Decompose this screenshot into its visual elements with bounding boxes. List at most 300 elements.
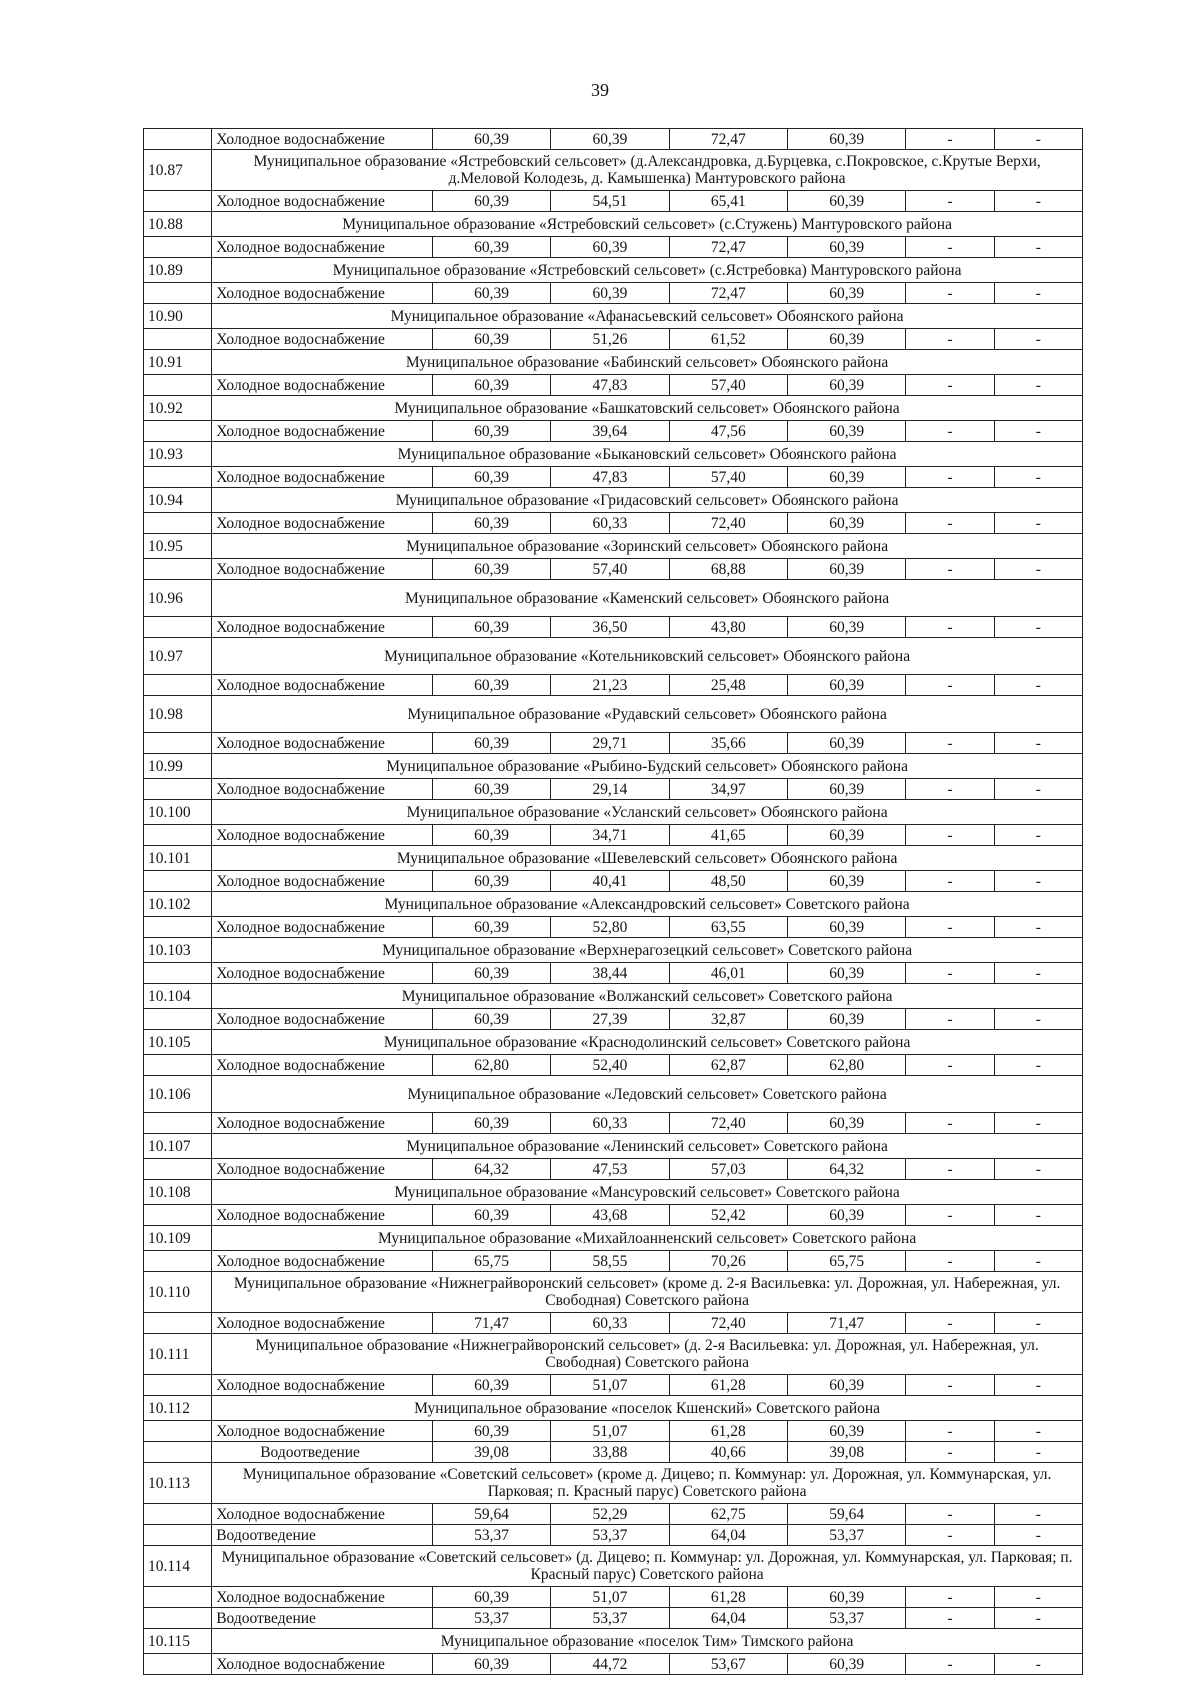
municipality-title: Муниципальное образование «Зоринский сельсовет» Обоянского района — [212, 534, 1083, 559]
empty-value-dash: - — [994, 1587, 1082, 1608]
tariff-value: 46,01 — [669, 963, 787, 984]
service-name: Холодное водоснабжение — [212, 1159, 433, 1180]
empty-value-dash: - — [906, 1113, 994, 1134]
tariff-value: 60,39 — [788, 1421, 906, 1442]
tariff-value: 61,28 — [669, 1375, 787, 1396]
tariff-value: 29,71 — [551, 733, 669, 754]
tariff-value: 60,39 — [788, 779, 906, 800]
tariff-value: 63,55 — [669, 917, 787, 938]
municipality-row — [144, 938, 1083, 963]
item-number: 10.112 — [144, 1396, 212, 1421]
municipality-row — [144, 754, 1083, 779]
municipality-row — [144, 1396, 1083, 1421]
tariff-value: 60,39 — [432, 329, 550, 350]
service-row — [144, 1442, 1083, 1463]
tariff-value: 53,37 — [551, 1608, 669, 1629]
empty-number-cell — [144, 421, 212, 442]
item-number: 10.95 — [144, 534, 212, 559]
tariff-value: 51,07 — [551, 1587, 669, 1608]
empty-number-cell — [144, 283, 212, 304]
tariff-value: 60,39 — [788, 1654, 906, 1675]
tariff-value: 52,29 — [551, 1504, 669, 1525]
tariff-value: 39,08 — [432, 1442, 550, 1463]
service-name: Холодное водоснабжение — [212, 1587, 433, 1608]
service-row — [144, 1113, 1083, 1134]
tariff-value: 34,97 — [669, 779, 787, 800]
tariff-value: 53,67 — [669, 1654, 787, 1675]
item-number: 10.100 — [144, 800, 212, 825]
tariff-value: 53,37 — [551, 1525, 669, 1546]
service-row — [144, 675, 1083, 696]
tariff-value: 65,41 — [669, 191, 787, 212]
municipality-title: Муниципальное образование «Советский сельсовет» (кроме д. Дицево; п. Коммунар: ул. Дорожная, ул. Коммунарская, ул. Парковая; п. Красный парус) Советского района — [212, 1463, 1083, 1504]
service-name: Холодное водоснабжение — [212, 1313, 433, 1334]
municipality-title: Муниципальное образование «Рудавский сельсовет» Обоянского района — [212, 696, 1083, 733]
service-row — [144, 963, 1083, 984]
tariff-value: 39,64 — [551, 421, 669, 442]
tariff-value: 60,39 — [788, 617, 906, 638]
empty-value-dash: - — [906, 1608, 994, 1629]
item-number: 10.96 — [144, 580, 212, 617]
item-number: 10.107 — [144, 1134, 212, 1159]
tariff-value: 57,03 — [669, 1159, 787, 1180]
service-name: Холодное водоснабжение — [212, 467, 433, 488]
tariff-value: 60,39 — [788, 963, 906, 984]
item-number: 10.92 — [144, 396, 212, 421]
empty-value-dash: - — [906, 779, 994, 800]
tariff-value: 53,37 — [432, 1608, 550, 1629]
empty-value-dash: - — [994, 1654, 1082, 1675]
tariff-value: 40,66 — [669, 1442, 787, 1463]
service-row — [144, 513, 1083, 534]
item-number: 10.108 — [144, 1180, 212, 1205]
tariff-value: 47,83 — [551, 375, 669, 396]
service-name: Холодное водоснабжение — [212, 329, 433, 350]
tariff-value: 53,37 — [788, 1525, 906, 1546]
tariff-value: 64,32 — [432, 1159, 550, 1180]
empty-value-dash: - — [994, 467, 1082, 488]
tariff-value: 34,71 — [551, 825, 669, 846]
municipality-row — [144, 442, 1083, 467]
empty-number-cell — [144, 1159, 212, 1180]
tariff-value: 60,39 — [788, 421, 906, 442]
tariff-value: 39,08 — [788, 1442, 906, 1463]
service-name: Холодное водоснабжение — [212, 733, 433, 754]
municipality-title: Муниципальное образование «Ленинский сельсовет» Советского района — [212, 1134, 1083, 1159]
tariff-value: 52,80 — [551, 917, 669, 938]
tariff-value: 68,88 — [669, 559, 787, 580]
tariff-value: 60,39 — [788, 191, 906, 212]
service-row — [144, 1313, 1083, 1334]
tariff-value: 62,87 — [669, 1055, 787, 1076]
tariff-value: 60,39 — [432, 1009, 550, 1030]
municipality-title: Муниципальное образование «Быкановский сельсовет» Обоянского района — [212, 442, 1083, 467]
tariff-value: 40,41 — [551, 871, 669, 892]
empty-number-cell — [144, 1313, 212, 1334]
service-name: Холодное водоснабжение — [212, 375, 433, 396]
item-number: 10.105 — [144, 1030, 212, 1055]
service-name: Холодное водоснабжение — [212, 1055, 433, 1076]
empty-value-dash: - — [906, 1055, 994, 1076]
municipality-row — [144, 396, 1083, 421]
tariff-value: 60,39 — [788, 1113, 906, 1134]
tariff-value: 60,39 — [788, 283, 906, 304]
tariff-value: 57,40 — [669, 467, 787, 488]
tariff-value: 60,39 — [432, 963, 550, 984]
service-row — [144, 329, 1083, 350]
municipality-title: Муниципальное образование «Верхнерагозецкий сельсовет» Советского района — [212, 938, 1083, 963]
item-number: 10.98 — [144, 696, 212, 733]
tariff-value: 62,80 — [432, 1055, 550, 1076]
empty-value-dash: - — [994, 917, 1082, 938]
empty-value-dash: - — [994, 1375, 1082, 1396]
tariff-value: 47,83 — [551, 467, 669, 488]
empty-number-cell — [144, 1205, 212, 1226]
empty-number-cell — [144, 871, 212, 892]
tariff-value: 60,39 — [432, 1421, 550, 1442]
empty-number-cell — [144, 1055, 212, 1076]
tariff-value: 62,75 — [669, 1504, 787, 1525]
empty-value-dash: - — [906, 825, 994, 846]
empty-value-dash: - — [994, 1504, 1082, 1525]
municipality-row — [144, 1546, 1083, 1587]
tariff-value: 60,39 — [432, 1205, 550, 1226]
service-row — [144, 559, 1083, 580]
service-name: Холодное водоснабжение — [212, 917, 433, 938]
empty-value-dash: - — [906, 237, 994, 258]
empty-value-dash: - — [994, 191, 1082, 212]
tariff-value: 60,39 — [788, 1009, 906, 1030]
empty-number-cell — [144, 1654, 212, 1675]
tariff-value: 60,39 — [432, 467, 550, 488]
service-row — [144, 1587, 1083, 1608]
tariff-value: 47,56 — [669, 421, 787, 442]
tariff-value: 36,50 — [551, 617, 669, 638]
tariff-value: 33,88 — [551, 1442, 669, 1463]
item-number: 10.87 — [144, 150, 212, 191]
empty-value-dash: - — [906, 1159, 994, 1180]
municipality-title: Муниципальное образование «Краснодолинский сельсовет» Советского района — [212, 1030, 1083, 1055]
empty-number-cell — [144, 1525, 212, 1546]
tariff-value: 41,65 — [669, 825, 787, 846]
tariff-value: 70,26 — [669, 1251, 787, 1272]
item-number: 10.111 — [144, 1334, 212, 1375]
service-name: Холодное водоснабжение — [212, 283, 433, 304]
municipality-row — [144, 1272, 1083, 1313]
service-name: Холодное водоснабжение — [212, 617, 433, 638]
empty-value-dash: - — [994, 1113, 1082, 1134]
empty-value-dash: - — [994, 513, 1082, 534]
empty-value-dash: - — [994, 1313, 1082, 1334]
tariff-value: 64,04 — [669, 1608, 787, 1629]
tariff-value: 60,39 — [432, 191, 550, 212]
tariff-value: 61,28 — [669, 1587, 787, 1608]
service-name: Холодное водоснабжение — [212, 191, 433, 212]
empty-number-cell — [144, 963, 212, 984]
empty-number-cell — [144, 1113, 212, 1134]
tariff-value: 60,39 — [432, 283, 550, 304]
item-number: 10.97 — [144, 638, 212, 675]
empty-value-dash: - — [994, 329, 1082, 350]
empty-value-dash: - — [906, 513, 994, 534]
empty-value-dash: - — [906, 917, 994, 938]
item-number: 10.109 — [144, 1226, 212, 1251]
tariff-value: 60,39 — [788, 467, 906, 488]
service-row — [144, 1251, 1083, 1272]
empty-value-dash: - — [906, 675, 994, 696]
tariff-value: 51,07 — [551, 1421, 669, 1442]
tariff-value: 60,39 — [788, 513, 906, 534]
item-number: 10.101 — [144, 846, 212, 871]
item-number: 10.104 — [144, 984, 212, 1009]
tariff-table — [143, 128, 1083, 1675]
municipality-row — [144, 1463, 1083, 1504]
item-number: 10.88 — [144, 212, 212, 237]
tariff-value: 25,48 — [669, 675, 787, 696]
service-name: Холодное водоснабжение — [212, 675, 433, 696]
municipality-row — [144, 892, 1083, 917]
item-number: 10.114 — [144, 1546, 212, 1587]
tariff-value: 65,75 — [432, 1251, 550, 1272]
tariff-value: 27,39 — [551, 1009, 669, 1030]
empty-number-cell — [144, 1375, 212, 1396]
tariff-value: 60,39 — [788, 917, 906, 938]
tariff-value: 60,39 — [432, 1375, 550, 1396]
municipality-row — [144, 1076, 1083, 1113]
tariff-value: 48,50 — [669, 871, 787, 892]
empty-value-dash: - — [994, 559, 1082, 580]
empty-value-dash: - — [906, 617, 994, 638]
empty-value-dash: - — [994, 675, 1082, 696]
empty-number-cell — [144, 129, 212, 150]
municipality-title: Муниципальное образование «Котельниковский сельсовет» Обоянского района — [212, 638, 1083, 675]
tariff-value: 60,39 — [432, 1654, 550, 1675]
municipality-row — [144, 984, 1083, 1009]
service-row — [144, 779, 1083, 800]
municipality-row — [144, 1334, 1083, 1375]
municipality-title: Муниципальное образование «Башкатовский сельсовет» Обоянского района — [212, 396, 1083, 421]
tariff-value: 60,39 — [788, 825, 906, 846]
empty-number-cell — [144, 825, 212, 846]
tariff-value: 35,66 — [669, 733, 787, 754]
service-row — [144, 467, 1083, 488]
tariff-value: 57,40 — [551, 559, 669, 580]
municipality-row — [144, 1030, 1083, 1055]
empty-number-cell — [144, 779, 212, 800]
tariff-value: 72,40 — [669, 513, 787, 534]
service-name: Холодное водоснабжение — [212, 513, 433, 534]
tariff-value: 72,47 — [669, 129, 787, 150]
municipality-row — [144, 696, 1083, 733]
empty-number-cell — [144, 559, 212, 580]
municipality-row — [144, 534, 1083, 559]
service-name: Водоотведение — [212, 1525, 433, 1546]
tariff-value: 60,39 — [551, 129, 669, 150]
empty-value-dash: - — [906, 283, 994, 304]
service-name: Холодное водоснабжение — [212, 129, 433, 150]
tariff-value: 60,39 — [551, 283, 669, 304]
item-number: 10.89 — [144, 258, 212, 283]
municipality-title: Муниципальное образование «Александровский сельсовет» Советского района — [212, 892, 1083, 917]
tariff-value: 51,07 — [551, 1375, 669, 1396]
tariff-value: 43,68 — [551, 1205, 669, 1226]
tariff-value: 60,39 — [432, 129, 550, 150]
item-number: 10.115 — [144, 1629, 212, 1654]
municipality-row — [144, 580, 1083, 617]
municipality-title: Муниципальное образование «Рыбино-Будский сельсовет» Обоянского района — [212, 754, 1083, 779]
tariff-table-body — [144, 129, 1083, 1675]
service-name: Холодное водоснабжение — [212, 1251, 433, 1272]
empty-value-dash: - — [906, 1313, 994, 1334]
tariff-value: 60,39 — [432, 421, 550, 442]
service-name: Холодное водоснабжение — [212, 237, 433, 258]
empty-value-dash: - — [906, 1525, 994, 1546]
service-name: Холодное водоснабжение — [212, 559, 433, 580]
tariff-value: 60,39 — [788, 733, 906, 754]
item-number: 10.106 — [144, 1076, 212, 1113]
empty-value-dash: - — [906, 467, 994, 488]
municipality-row — [144, 304, 1083, 329]
service-row — [144, 871, 1083, 892]
tariff-value: 44,72 — [551, 1654, 669, 1675]
service-row — [144, 1654, 1083, 1675]
service-row — [144, 1205, 1083, 1226]
municipality-row — [144, 1226, 1083, 1251]
municipality-title: Муниципальное образование «Афанасьевский сельсовет» Обоянского района — [212, 304, 1083, 329]
service-row — [144, 1421, 1083, 1442]
empty-value-dash: - — [994, 129, 1082, 150]
tariff-value: 60,39 — [788, 329, 906, 350]
municipality-title: Муниципальное образование «Ястребовский сельсовет» (с.Ястребовка) Мантуровского района — [212, 258, 1083, 283]
municipality-title: Муниципальное образование «Ястребовский сельсовет» (д.Александровка, д.Бурцевка, с.Покровское, с.Крутые Верхи, д.Меловой Колодезь, д. Камышенка) Мантуровского района — [212, 150, 1083, 191]
service-name: Холодное водоснабжение — [212, 1009, 433, 1030]
empty-value-dash: - — [994, 1205, 1082, 1226]
service-row — [144, 1608, 1083, 1629]
tariff-value: 60,33 — [551, 1113, 669, 1134]
service-name: Холодное водоснабжение — [212, 421, 433, 442]
empty-value-dash: - — [906, 1654, 994, 1675]
empty-value-dash: - — [906, 375, 994, 396]
tariff-value: 60,33 — [551, 1313, 669, 1334]
service-row — [144, 1159, 1083, 1180]
empty-value-dash: - — [906, 963, 994, 984]
tariff-value: 60,39 — [432, 237, 550, 258]
empty-value-dash: - — [994, 421, 1082, 442]
service-row — [144, 129, 1083, 150]
municipality-row — [144, 638, 1083, 675]
service-row — [144, 421, 1083, 442]
municipality-title: Муниципальное образование «Ледовский сельсовет» Советского района — [212, 1076, 1083, 1113]
empty-value-dash: - — [906, 1421, 994, 1442]
municipality-row — [144, 1629, 1083, 1654]
tariff-value: 62,80 — [788, 1055, 906, 1076]
tariff-value: 60,39 — [432, 917, 550, 938]
tariff-value: 60,39 — [788, 1205, 906, 1226]
tariff-value: 38,44 — [551, 963, 669, 984]
empty-value-dash: - — [906, 1442, 994, 1463]
service-name: Холодное водоснабжение — [212, 963, 433, 984]
service-name: Водоотведение — [212, 1608, 433, 1629]
item-number: 10.94 — [144, 488, 212, 513]
service-name: Водоотведение — [212, 1442, 433, 1463]
empty-value-dash: - — [994, 237, 1082, 258]
municipality-title: Муниципальное образование «Бабинский сельсовет» Обоянского района — [212, 350, 1083, 375]
page-number: 39 — [591, 80, 609, 100]
service-row — [144, 237, 1083, 258]
municipality-title: Муниципальное образование «поселок Кшенский» Советского района — [212, 1396, 1083, 1421]
tariff-value: 72,47 — [669, 283, 787, 304]
municipality-row — [144, 258, 1083, 283]
empty-value-dash: - — [994, 1009, 1082, 1030]
empty-number-cell — [144, 191, 212, 212]
municipality-title: Муниципальное образование «Советский сельсовет» (д. Дицево; п. Коммунар: ул. Дорожная, ул. Коммунарская, ул. Парковая; п. Красный парус) Советского района — [212, 1546, 1083, 1587]
tariff-value: 43,80 — [669, 617, 787, 638]
municipality-row — [144, 1134, 1083, 1159]
tariff-value: 60,39 — [432, 733, 550, 754]
tariff-value: 60,39 — [788, 871, 906, 892]
empty-value-dash: - — [994, 1251, 1082, 1272]
tariff-value: 60,39 — [432, 825, 550, 846]
service-row — [144, 375, 1083, 396]
municipality-row — [144, 212, 1083, 237]
municipality-title: Муниципальное образование «Волжанский сельсовет» Советского района — [212, 984, 1083, 1009]
empty-value-dash: - — [994, 375, 1082, 396]
tariff-value: 21,23 — [551, 675, 669, 696]
service-name: Холодное водоснабжение — [212, 1113, 433, 1134]
empty-number-cell — [144, 513, 212, 534]
empty-value-dash: - — [906, 329, 994, 350]
empty-value-dash: - — [906, 129, 994, 150]
empty-number-cell — [144, 1251, 212, 1272]
tariff-value: 72,40 — [669, 1313, 787, 1334]
tariff-value: 54,51 — [551, 191, 669, 212]
service-name: Холодное водоснабжение — [212, 1654, 433, 1675]
municipality-title: Муниципальное образование «Нижнеграйворонский сельсовет» (д. 2-я Васильевка: ул. Дорожная, ул. Набережная, ул. Свободная) Советского района — [212, 1334, 1083, 1375]
item-number: 10.102 — [144, 892, 212, 917]
municipality-row — [144, 800, 1083, 825]
empty-number-cell — [144, 733, 212, 754]
empty-value-dash: - — [906, 1587, 994, 1608]
empty-value-dash: - — [994, 963, 1082, 984]
tariff-value: 53,37 — [788, 1608, 906, 1629]
tariff-value: 71,47 — [788, 1313, 906, 1334]
service-row — [144, 1055, 1083, 1076]
service-row — [144, 191, 1083, 212]
empty-value-dash: - — [994, 733, 1082, 754]
empty-value-dash: - — [994, 1525, 1082, 1546]
tariff-value: 60,33 — [551, 513, 669, 534]
tariff-value: 60,39 — [788, 129, 906, 150]
empty-value-dash: - — [906, 733, 994, 754]
service-row — [144, 1375, 1083, 1396]
municipality-title: Муниципальное образование «Усланский сельсовет» Обоянского района — [212, 800, 1083, 825]
tariff-value: 29,14 — [551, 779, 669, 800]
tariff-value: 60,39 — [432, 779, 550, 800]
item-number: 10.113 — [144, 1463, 212, 1504]
empty-number-cell — [144, 1421, 212, 1442]
tariff-value: 61,28 — [669, 1421, 787, 1442]
empty-number-cell — [144, 467, 212, 488]
municipality-title: Муниципальное образование «Нижнеграйворонский сельсовет» (кроме д. 2-я Васильевка: ул. Дорожная, ул. Набережная, ул. Свободная) Советского района — [212, 1272, 1083, 1313]
empty-number-cell — [144, 375, 212, 396]
tariff-value: 72,40 — [669, 1113, 787, 1134]
service-row — [144, 1504, 1083, 1525]
empty-value-dash: - — [994, 779, 1082, 800]
service-row — [144, 617, 1083, 638]
tariff-value: 58,55 — [551, 1251, 669, 1272]
empty-number-cell — [144, 329, 212, 350]
empty-value-dash: - — [994, 1442, 1082, 1463]
